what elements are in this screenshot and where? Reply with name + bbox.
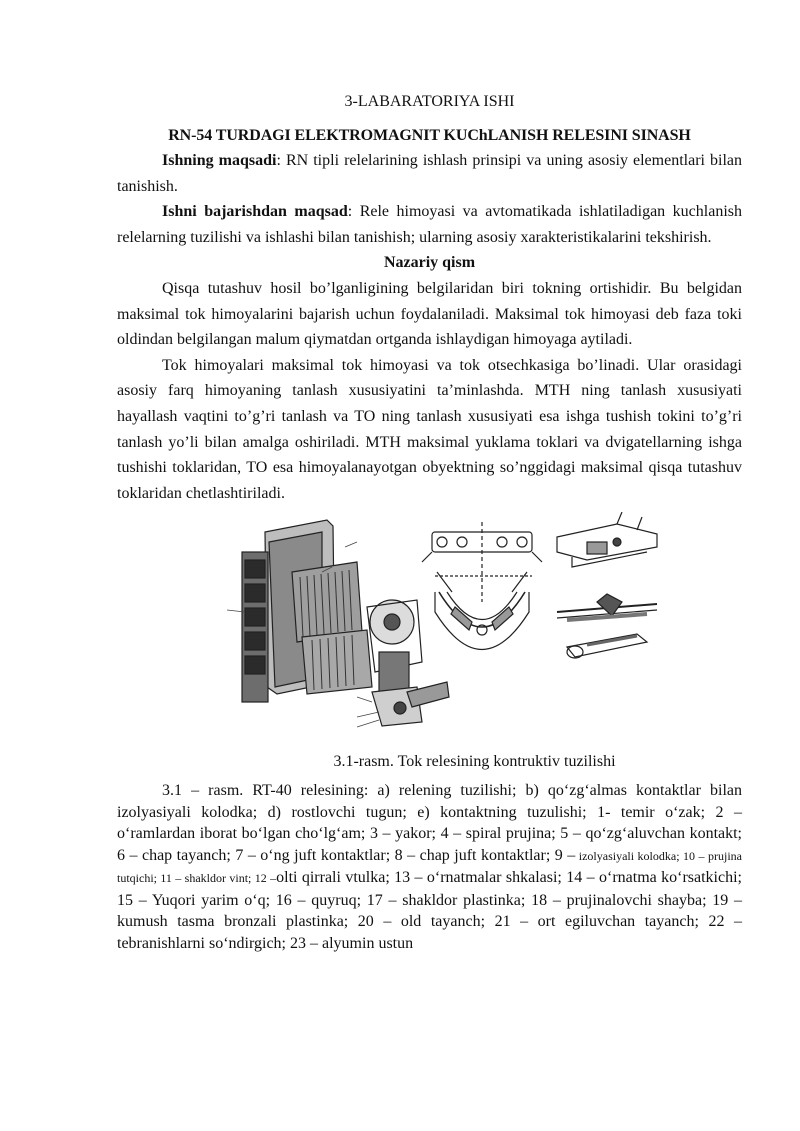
- contact-detail-drawing: [557, 594, 657, 658]
- figure-caption: 3.1-rasm. Tok relesining kontruktiv tuzilishi: [333, 753, 616, 771]
- legend-text-1: 3.1 – rasm. RT-40 relesining: a) relening tuzilishi; b) qo‘zg‘almas kontaktlar bilan izolyasiyali kolodka; d) rostlovchi tugun; e) kontaktning tuzulishi; 1- temir o‘zak; 2 – o‘ramlardan iborat bo‘lgan cho‘lg‘am; 3 – yakor; 4 – spiral prujina; 5 – qo‘zg‘aluvchan kontakt; 6 – chap tayanch; 7 – o‘ng juft kontaktlar; 8 – chap juft kontaktlar; 9 –: [117, 782, 742, 864]
- theory-paragraph-1: Qisqa tutashuv hosil bo’lganligining belgilaridan biri tokning ortishidir. Bu belgidan maksimal tok himoyalarini bajarish uchun foydalaniladi. Maksimal tok himoyasi deb faza toki oldindan belgilangan malum qiymatdan ortganda ishlaydigan himoyaga aytiladi.: [117, 279, 742, 349]
- theory-heading: Nazariy qism: [383, 254, 476, 272]
- main-title: RN-54 TURDAGI ELEKTROMAGNIT KUChLANISH RELESINI SINASH: [168, 127, 691, 144]
- task-label: Ishni bajarishdan maqsad: [162, 203, 348, 221]
- legend-text-3: olti qirrali vtulka; 13 – o‘rnatmalar shkalasi; 14 – o‘rnatma ko‘rsatkichi; 15 – Yuqori yarim o‘q; 16 – quyruq; 17 – shakldor plastinka; 18 – prujinalovchi shayba; 19 – kumush tasma bronzali plastinka; 20 – old tayanch; 21 – ort egiluvchan tayanch; 22 – tebranishlarni so‘ndirgich; 23 – alyumin ustun: [117, 869, 742, 952]
- task-text: : Rele himoyasi va avtomatikada ishlatiladigan kuchlanish relelarning tuzilishi va ishlashi bilan tanishish; ularning asosiy xarakteristikalarini tekshirish.: [117, 203, 742, 246]
- goal-text: : RN tipli relelarining ishlash prinsipi va uning asosiy elementlari bilan tanishish.: [117, 152, 743, 195]
- lab-title: 3-LABARATORIYA ISHI: [344, 93, 515, 110]
- contact-block-drawing: [422, 522, 542, 650]
- goal-paragraph: [117, 148, 742, 199]
- relay-drawing: [117, 512, 742, 746]
- relay-figure: [117, 512, 742, 746]
- goal-label: Ishning maqsadi: [162, 152, 277, 169]
- adjusting-unit-drawing: [557, 512, 657, 567]
- theory-paragraph-2: Tok himoyalari maksimal tok himoyasi va tok otsechkasiga bo’linadi. Ular orasidagi asosiy farq himoyaning tanlash xususiyatini ta’minlashda. MTH ning tanlash xususiyati hayallash vaqtini to’g’ri tanlash va TO ning tanlash xususiyati esa ishga tushish tokini to’g’ri tanlash yo’li bilan amalga oshiriladi. MTH maksimal yuklama toklari va dvigatellarning ishga tushishi toklaridan, TO esa himoyalanayotgan obyektning so’nggidagi maksimal qisqa tutashuv toklaridan chetlashtiriladi.: [117, 356, 742, 502]
- relay-assembly-drawing: [227, 520, 449, 727]
- legend-text-2: izolyasiyali kolodka; 10 – prujina tutqichi; 11 – shakldor vint; 12 –: [117, 848, 742, 886]
- document-page: [117, 90, 742, 954]
- figure-legend: [117, 780, 742, 954]
- task-paragraph: [117, 199, 742, 250]
